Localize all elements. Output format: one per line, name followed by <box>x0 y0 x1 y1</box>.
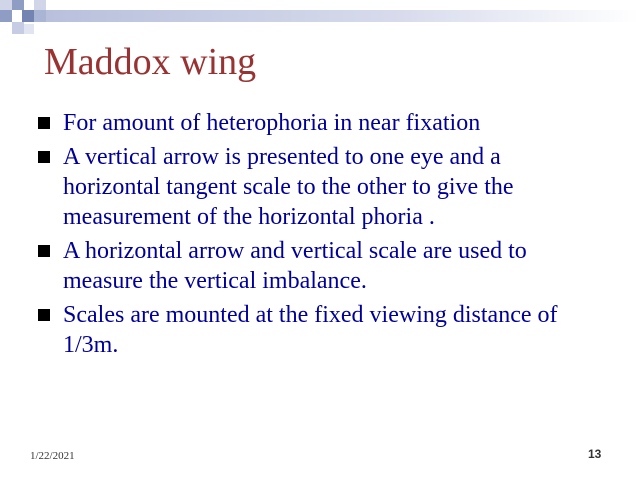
decoration-block <box>22 10 34 22</box>
bullet-item <box>38 142 598 232</box>
bullet-text: A horizontal arrow and vertical scale are used to measure the vertical imbalance. <box>63 238 527 294</box>
decoration-band <box>46 10 638 22</box>
header-decoration <box>0 0 638 40</box>
slide-title: Maddox wing <box>44 41 257 83</box>
bullet-text: A vertical arrow is presented to one eye and a horizontal tangent scale to the other to give the measurement of the horizontal phoria . <box>63 144 514 230</box>
bullet-text: For amount of heterophoria in near fixation <box>63 110 481 136</box>
bullet-item <box>38 108 598 138</box>
decoration-block <box>0 10 12 22</box>
decoration-block <box>12 22 24 34</box>
square-bullet-icon <box>38 117 50 129</box>
decoration-block <box>34 0 46 10</box>
bullet-item <box>38 236 598 296</box>
square-bullet-icon <box>38 245 50 257</box>
bullet-item <box>38 300 598 360</box>
page-number: 13 <box>588 447 602 461</box>
bullet-text: Scales are mounted at the fixed viewing distance of 1/3m. <box>63 302 558 358</box>
footer-date: 1/22/2021 <box>30 450 75 462</box>
square-bullet-icon <box>38 309 50 321</box>
decoration-block <box>12 0 24 10</box>
square-bullet-icon <box>38 151 50 163</box>
decoration-block <box>34 10 46 22</box>
decoration-block <box>0 0 12 10</box>
bullet-list <box>38 108 598 364</box>
decoration-block <box>24 24 34 34</box>
